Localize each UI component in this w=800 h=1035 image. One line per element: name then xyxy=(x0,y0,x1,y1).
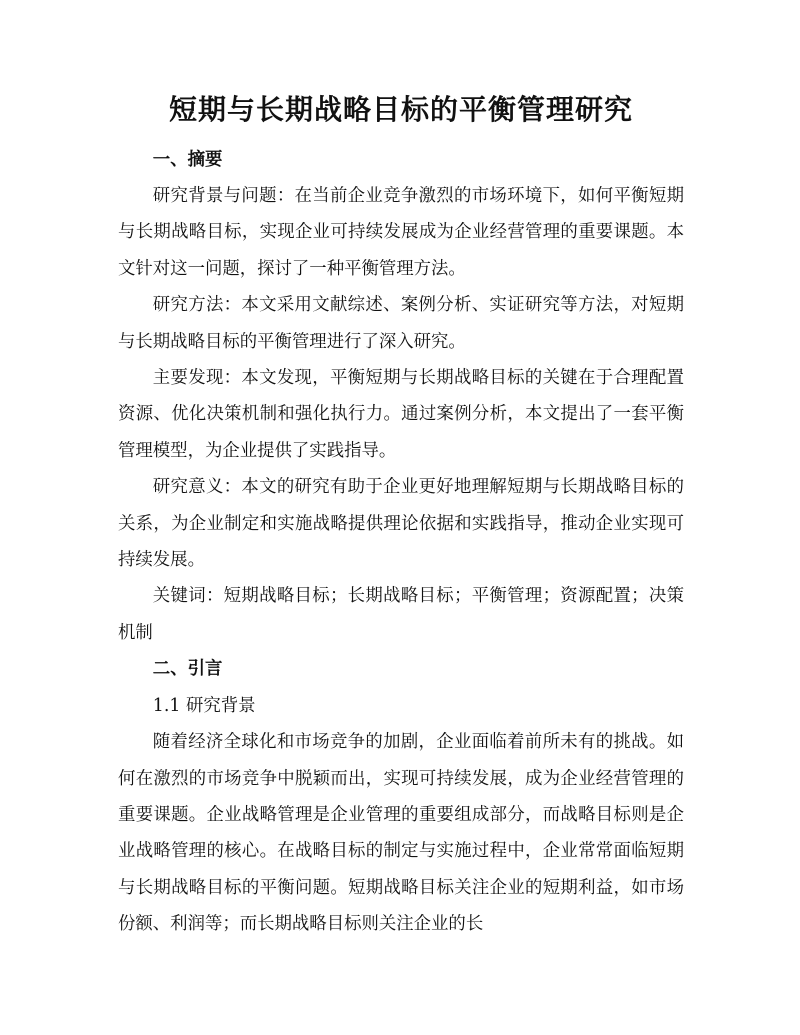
subsection-heading-background: 1.1 研究背景 xyxy=(152,695,256,716)
paragraph-significance: 研究意义：本文的研究有助于企业更好地理解短期与长期战略目标的关系，为企业制定和实施战略提供理论依据和实践指导，推动企业实现可持续发展。 xyxy=(118,477,684,571)
section-heading-abstract: 一、摘要 xyxy=(152,150,223,170)
section-heading-introduction: 二、引言 xyxy=(152,659,223,680)
paragraph-keywords: 关键词：短期战略目标；长期战略目标；平衡管理；资源配置；决策机制 xyxy=(118,586,684,643)
document-body xyxy=(118,178,684,943)
paragraph-background: 研究背景与问题：在当前企业竞争激烈的市场环境下，如何平衡短期与长期战略目标，实现企业可持续发展成为企业经营管理的重要课题。本文针对这一问题，探讨了一种平衡管理方法。 xyxy=(118,186,684,279)
paragraph-findings: 主要发现：本文发现，平衡短期与长期战略目标的关键在于合理配置资源、优化决策机制和强化执行力。通过案例分析，本文提出了一套平衡管理模型，为企业提供了实践指导。 xyxy=(118,368,684,461)
document-title: 短期与长期战略目标的平衡管理研究 xyxy=(168,93,633,126)
paragraph-methods: 研究方法：本文采用文献综述、案例分析、实证研究等方法，对短期与长期战略目标的平衡管理进行了深入研究。 xyxy=(118,295,684,352)
paragraph-intro-background: 随着经济全球化和市场竞争的加剧，企业面临着前所未有的挑战。如何在激烈的市场竞争中脱颖而出，实现可持续发展，成为企业经营管理的重要课题。企业战略管理是企业管理的重要组成部分，而战略目标则是企业战略管理的核心。在战略目标的制定与实施过程中，企业常常面临短期与长期战略目标的平衡问题。短期战略目标关注企业的短期利益，如市场份额、利润等；而长期战略目标则关注企业的长 xyxy=(118,732,684,935)
